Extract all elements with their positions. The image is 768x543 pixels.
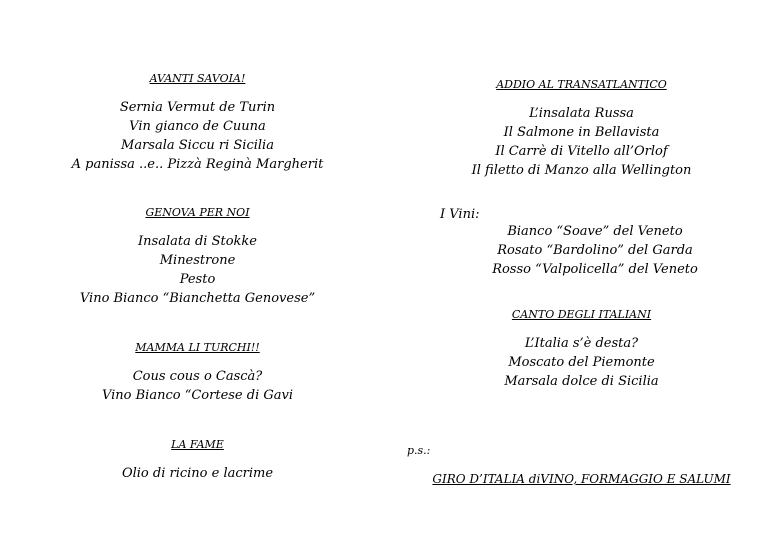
menu-item: Il Carrè di Vitello all’Orlof <box>495 144 668 159</box>
menu-item: Sernia Vermut de Turin <box>119 100 276 115</box>
menu-item: Minestrone <box>159 253 236 268</box>
menu-item: Olio di ricino e lacrime <box>121 466 274 481</box>
section-heading: GENOVA PER NOI <box>145 206 250 219</box>
vini-label: I Vini: <box>440 207 480 222</box>
menu-item: Marsala dolce di Sicilia <box>504 374 659 389</box>
menu-item: L’insalata Russa <box>529 106 634 121</box>
section-heading: AVANTI SAVOIA! <box>149 72 246 85</box>
menu-item: A panissa ..e.. Pizzà Reginà Margherit <box>71 157 324 172</box>
section-la-fame <box>0 438 395 483</box>
wine-item: Bianco “Soave” del Veneto <box>507 224 683 239</box>
ps-label: p.s.: <box>407 444 431 457</box>
menu-item: Il filetto di Manzo alla Wellington <box>471 163 692 178</box>
section-heading: GIRO D’ITALIA diVINO, FORMAGGIO E SALUMI <box>432 472 731 486</box>
section-mamma-li-turchi <box>0 341 395 405</box>
section-heading: CANTO DEGLI ITALIANI <box>511 308 652 321</box>
section-canto-degli-italiani <box>395 308 768 391</box>
menu-item: Il Salmone in Bellavista <box>503 125 660 140</box>
menu-item: Vin gianco de Cuuna <box>129 119 266 134</box>
menu-item: Marsala Siccu ri Sicilia <box>121 138 274 153</box>
section-vini <box>430 222 760 279</box>
menu-item: L’Italia s’è desta? <box>524 336 639 351</box>
section-heading: MAMMA LI TURCHI!! <box>135 341 260 354</box>
section-genova-per-noi <box>0 206 395 308</box>
menu-item: Vino Bianco “Bianchetta Genovese” <box>79 291 316 306</box>
menu-item: Insalata di Stokke <box>138 234 257 249</box>
section-avanti-savoia <box>0 72 395 174</box>
menu-item: Vino Bianco “Cortese di Gavi <box>101 388 294 403</box>
section-addio-al-transatlantico <box>395 78 768 180</box>
wine-item: Rosso “Valpolicella” del Veneto <box>492 262 698 277</box>
menu-item: Moscato del Piemonte <box>508 355 655 370</box>
section-heading: ADDIO AL TRANSATLANTICO <box>496 78 667 91</box>
wine-item: Rosato “Bardolino” del Garda <box>497 243 693 258</box>
menu-item: Cous cous o Cascà? <box>132 369 263 384</box>
menu-item: Pesto <box>179 272 216 287</box>
section-heading: LA FAME <box>171 438 224 451</box>
section-ps <box>395 472 768 486</box>
